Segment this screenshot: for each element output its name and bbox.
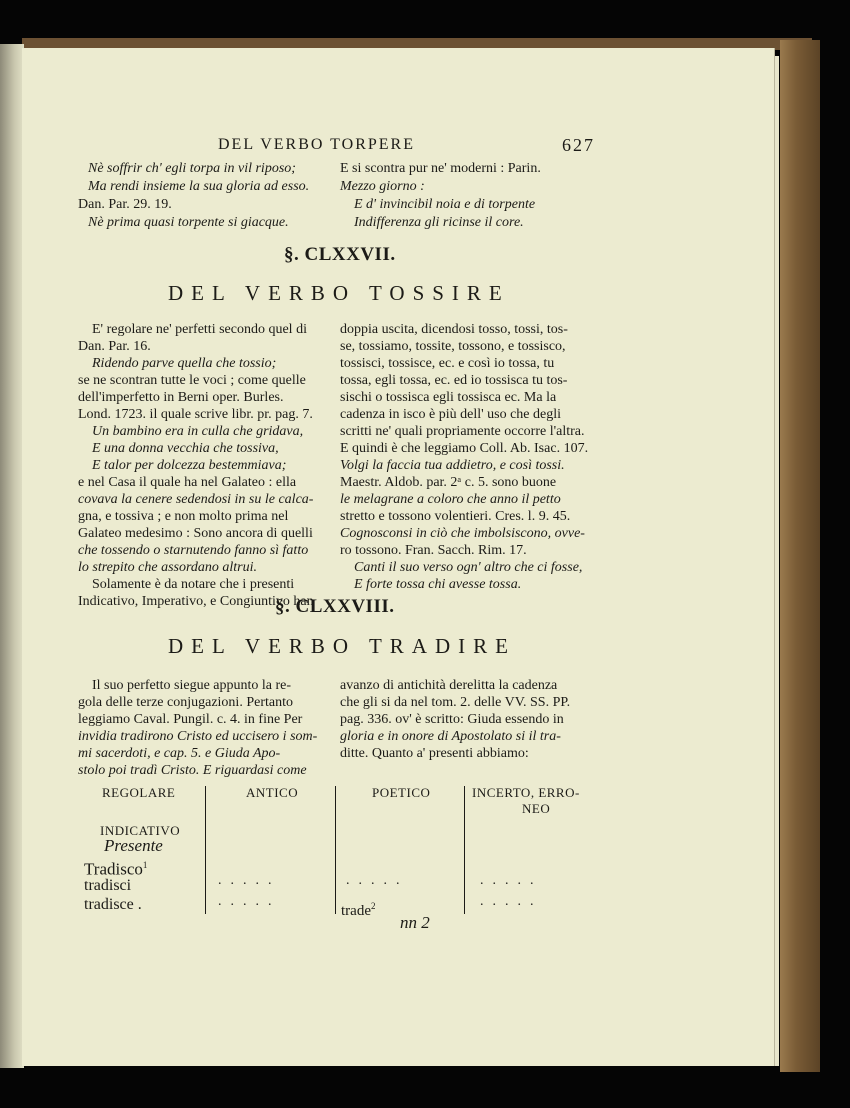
text-line: dell'imperfetto in Berni oper. Burles. bbox=[78, 390, 284, 405]
book-cover-right bbox=[780, 40, 820, 1072]
section-title: DEL VERBO TRADIRE bbox=[168, 634, 516, 658]
footnote-mark: 1 bbox=[142, 860, 148, 870]
text-line: gloria e in onore di Apostolato si il tra- bbox=[340, 729, 561, 744]
page-number: 627 bbox=[562, 135, 595, 155]
text-line: Galateo medesimo : Sono ancora di quelli bbox=[78, 526, 313, 541]
text-line: lo strepito che assordano altrui. bbox=[78, 560, 258, 575]
text-line: Indifferenza gli ricinse il core. bbox=[354, 215, 524, 230]
text-line: Il suo perfetto siegue appunto la re- bbox=[92, 678, 292, 693]
text-line: E talor per dolcezza bestemmiava; bbox=[92, 458, 287, 473]
text-line: Nè prima quasi torpente si giacque. bbox=[88, 215, 289, 230]
empty-cell-dots: ..... bbox=[218, 894, 281, 909]
signature-mark: nn 2 bbox=[400, 913, 430, 932]
column-divider bbox=[335, 786, 336, 914]
text-line: E si scontra pur ne' moderni : Parin. bbox=[340, 161, 541, 176]
text-line: Maestr. Aldob. par. 2ᵃ c. 5. sono buone bbox=[340, 475, 557, 490]
table-header: NEO bbox=[522, 801, 551, 816]
verb-form: tradisci bbox=[84, 877, 132, 894]
text-line: cadenza in isco è più dell' uso che degli bbox=[340, 407, 561, 422]
column-divider bbox=[464, 786, 465, 914]
text-line: se, tossiamo, tossite, tossono, e tossisco, bbox=[340, 339, 566, 354]
running-title: DEL VERBO TORPERE bbox=[218, 136, 415, 153]
text-line: Canti il suo verso ogn' altro che ci fosse, bbox=[354, 560, 583, 575]
text-line: Lond. 1723. il quale scrive libr. pr. pag. 7. bbox=[78, 407, 313, 422]
tense-label: Presente bbox=[104, 836, 163, 855]
text-line: ro tossono. Fran. Sacch. Rim. 17. bbox=[340, 543, 527, 558]
text-line: gna, e tossiva ; e non molto prima nel bbox=[78, 509, 289, 524]
text-line: Indicativo, Imperativo, e Congiuntivo han bbox=[78, 594, 314, 609]
text-line: Ma rendi insieme la sua gloria ad esso. bbox=[88, 179, 310, 194]
text-line: mi sacerdoti, e cap. 5. e Giuda Apo- bbox=[78, 746, 281, 761]
text-line: gola delle terze conjugazioni. Pertanto bbox=[78, 695, 293, 710]
text-line: le melagrane a coloro che anno il petto bbox=[340, 492, 561, 507]
text-line: che gli si da nel tom. 2. delle VV. SS. PP. bbox=[340, 695, 571, 710]
section-number: §. CLXXVII. bbox=[284, 244, 396, 265]
text-line: stretto e tossono volentieri. Cres. l. 9. 45. bbox=[340, 509, 571, 524]
text-line: tossisci, tossisce, ec. e così io tossa, tu bbox=[340, 356, 555, 371]
text-line: che tossendo o starnutendo fanno sì fatto bbox=[78, 543, 309, 558]
text-line: Solamente è da notare che i presenti bbox=[92, 577, 295, 592]
table-header: POETICO bbox=[372, 785, 431, 800]
text-line: Dan. Par. 29. 19. bbox=[78, 197, 172, 212]
mood-label: INDICATIVO bbox=[100, 823, 181, 838]
text-line: stolo poi tradì Cristo. E riguardasi come bbox=[78, 763, 307, 778]
section-title: DEL VERBO TOSSIRE bbox=[168, 281, 510, 305]
verb-form: Tradisco bbox=[84, 859, 143, 879]
text-line: Nè soffrir ch' egli torpa in vil riposo; bbox=[88, 161, 296, 176]
text-line: tossa, egli tossa, ec. ed io tossisca tu tos- bbox=[340, 373, 568, 388]
empty-cell-dots: ..... bbox=[218, 873, 281, 888]
text-line: sischi o tossisca egli tossisca ec. Ma la bbox=[340, 390, 557, 405]
text-line: Dan. Par. 16. bbox=[78, 339, 151, 354]
verb-form: trade bbox=[341, 903, 371, 919]
table-header: ANTICO bbox=[246, 785, 299, 800]
section-number: §. CLXXVIII. bbox=[275, 596, 395, 617]
text-line: invidia tradirono Cristo ed uccisero i som- bbox=[78, 729, 318, 744]
empty-cell-dots: ..... bbox=[480, 873, 543, 888]
text-line: Un bambino era in culla che gridava, bbox=[92, 424, 304, 439]
text-line: E quindi è che leggiamo Coll. Ab. Isac. 107. bbox=[340, 441, 589, 456]
verb-form: tradisce . bbox=[84, 896, 142, 913]
text-line: E d' invincibil noia e di torpente bbox=[354, 197, 536, 212]
text-line: Ridendo parve quella che tossio; bbox=[92, 356, 277, 371]
column-divider bbox=[205, 786, 206, 914]
empty-cell-dots: ..... bbox=[346, 873, 409, 888]
gutter-shadow bbox=[0, 44, 24, 1068]
text-line: E una donna vecchia che tossiva, bbox=[92, 441, 279, 456]
text-line: Cognosconsi in ciò che imbolsiscono, ovve- bbox=[340, 526, 585, 541]
empty-cell-dots: ..... bbox=[480, 894, 543, 909]
text-line: Volgi la faccia tua addietro, e così tossi. bbox=[340, 458, 565, 473]
text-line: pag. 336. ov' è scritto: Giuda essendo in bbox=[340, 712, 564, 727]
footnote-mark: 2 bbox=[370, 901, 376, 911]
text-line: E forte tossa chi avesse tossa. bbox=[354, 577, 522, 592]
text-line: avanzo di antichità derelitta la cadenza bbox=[340, 678, 558, 693]
text-line: scritti ne' quali propriamente occorre l'altra. bbox=[340, 424, 585, 439]
text-line: doppia uscita, dicendosi tosso, tossi, tos- bbox=[340, 322, 568, 337]
table-cell bbox=[341, 897, 375, 920]
table-header: REGOLARE bbox=[102, 785, 176, 800]
text-line: ditte. Quanto a' presenti abbiamo: bbox=[340, 746, 529, 761]
table-header: INCERTO, ERRO- bbox=[472, 785, 580, 800]
text-line: e nel Casa il quale ha nel Galateo : ella bbox=[78, 475, 297, 490]
text-line: E' regolare ne' perfetti secondo quel di bbox=[92, 322, 307, 337]
text-line: se ne scontran tutte le voci ; come quelle bbox=[78, 373, 306, 388]
text-line: leggiamo Caval. Pungil. c. 4. in fine Per bbox=[78, 712, 303, 727]
text-line: covava la cenere sedendosi in su le calca- bbox=[78, 492, 314, 507]
text-line: Mezzo giorno : bbox=[340, 179, 425, 194]
